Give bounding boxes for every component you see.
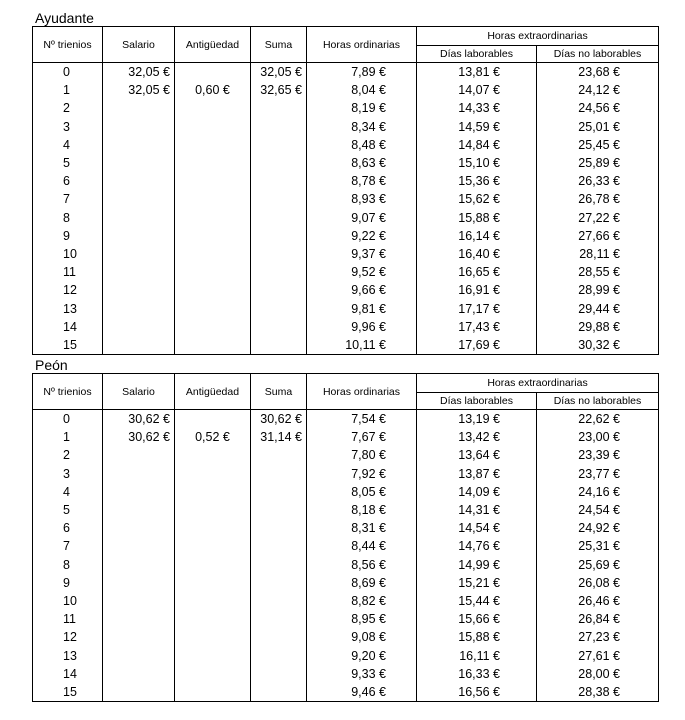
horas-ordinarias-cell: 8,34 € xyxy=(307,118,417,136)
salario-cell xyxy=(103,154,175,172)
salario-cell xyxy=(103,118,175,136)
trienios-cell: 12 xyxy=(33,628,103,646)
horas-ordinarias-cell: 8,82 € xyxy=(307,592,417,610)
dias-laborables-cell: 14,76 € xyxy=(417,537,537,555)
dias-no-laborables-cell: 28,99 € xyxy=(537,281,659,299)
antiguedad-cell xyxy=(175,318,251,336)
trienios-cell: 2 xyxy=(33,446,103,464)
suma-cell: 32,05 € xyxy=(251,63,307,82)
antiguedad-cell xyxy=(175,209,251,227)
table-row xyxy=(33,136,659,154)
dias-laborables-cell: 15,66 € xyxy=(417,610,537,628)
dias-no-laborables-cell: 22,62 € xyxy=(537,410,659,429)
trienios-cell: 3 xyxy=(33,118,103,136)
table-row xyxy=(33,483,659,501)
dias-no-laborables-cell: 25,69 € xyxy=(537,556,659,574)
salario-cell xyxy=(103,299,175,317)
dias-no-laborables-cell: 28,55 € xyxy=(537,263,659,281)
antiguedad-cell xyxy=(175,245,251,263)
horas-ordinarias-cell: 9,66 € xyxy=(307,281,417,299)
trienios-cell: 15 xyxy=(33,683,103,702)
dias-no-laborables-cell: 23,39 € xyxy=(537,446,659,464)
dias-laborables-cell: 15,88 € xyxy=(417,209,537,227)
suma-cell xyxy=(251,628,307,646)
dias-laborables-cell: 17,69 € xyxy=(417,336,537,355)
trienios-cell: 13 xyxy=(33,299,103,317)
antiguedad-cell xyxy=(175,227,251,245)
suma-cell xyxy=(251,299,307,317)
suma-cell xyxy=(251,665,307,683)
dias-laborables-cell: 13,81 € xyxy=(417,63,537,82)
antiguedad-cell xyxy=(175,263,251,281)
header-horas-extraordinarias: Horas extraordinarias xyxy=(417,374,659,393)
suma-cell xyxy=(251,683,307,702)
header-horas-ordinarias: Horas ordinarias xyxy=(307,374,417,410)
header-trienios: Nº trienios xyxy=(33,374,103,410)
horas-ordinarias-cell: 9,33 € xyxy=(307,665,417,683)
salario-cell xyxy=(103,281,175,299)
dias-laborables-cell: 15,21 € xyxy=(417,574,537,592)
horas-ordinarias-cell: 7,92 € xyxy=(307,465,417,483)
antiguedad-cell xyxy=(175,410,251,429)
dias-no-laborables-cell: 26,84 € xyxy=(537,610,659,628)
salario-cell xyxy=(103,318,175,336)
horas-ordinarias-cell: 8,05 € xyxy=(307,483,417,501)
trienios-cell: 5 xyxy=(33,501,103,519)
dias-laborables-cell: 16,56 € xyxy=(417,683,537,702)
dias-no-laborables-cell: 29,88 € xyxy=(537,318,659,336)
dias-laborables-cell: 13,42 € xyxy=(417,428,537,446)
horas-ordinarias-cell: 9,96 € xyxy=(307,318,417,336)
horas-ordinarias-cell: 8,44 € xyxy=(307,537,417,555)
dias-no-laborables-cell: 28,38 € xyxy=(537,683,659,702)
suma-cell xyxy=(251,281,307,299)
header-dias-no-laborables: Días no laborables xyxy=(537,393,659,410)
suma-cell xyxy=(251,556,307,574)
trienios-cell: 7 xyxy=(33,190,103,208)
dias-no-laborables-cell: 24,92 € xyxy=(537,519,659,537)
table-row xyxy=(33,519,659,537)
antiguedad-cell xyxy=(175,574,251,592)
salario-cell xyxy=(103,209,175,227)
suma-cell xyxy=(251,336,307,355)
horas-ordinarias-cell: 8,18 € xyxy=(307,501,417,519)
salario-cell xyxy=(103,263,175,281)
suma-cell xyxy=(251,501,307,519)
dias-no-laborables-cell: 27,61 € xyxy=(537,646,659,664)
table-row xyxy=(33,209,659,227)
header-suma: Suma xyxy=(251,27,307,63)
suma-cell xyxy=(251,263,307,281)
dias-laborables-cell: 15,44 € xyxy=(417,592,537,610)
antiguedad-cell xyxy=(175,665,251,683)
header-antiguedad: Antigüedad xyxy=(175,374,251,410)
table-row xyxy=(33,336,659,355)
table-row xyxy=(33,299,659,317)
suma-cell: 31,14 € xyxy=(251,428,307,446)
suma-cell xyxy=(251,646,307,664)
dias-laborables-cell: 16,11 € xyxy=(417,646,537,664)
dias-laborables-cell: 13,87 € xyxy=(417,465,537,483)
table-row xyxy=(33,281,659,299)
trienios-cell: 4 xyxy=(33,136,103,154)
dias-laborables-cell: 16,14 € xyxy=(417,227,537,245)
horas-ordinarias-cell: 8,48 € xyxy=(307,136,417,154)
dias-no-laborables-cell: 23,77 € xyxy=(537,465,659,483)
table-row xyxy=(33,263,659,281)
header-suma: Suma xyxy=(251,374,307,410)
salario-cell xyxy=(103,628,175,646)
trienios-cell: 14 xyxy=(33,318,103,336)
salario-cell xyxy=(103,592,175,610)
salario-cell: 30,62 € xyxy=(103,410,175,429)
antiguedad-cell xyxy=(175,190,251,208)
dias-laborables-cell: 14,99 € xyxy=(417,556,537,574)
trienios-cell: 11 xyxy=(33,610,103,628)
trienios-cell: 1 xyxy=(33,428,103,446)
table-row xyxy=(33,574,659,592)
trienios-cell: 6 xyxy=(33,519,103,537)
dias-no-laborables-cell: 24,12 € xyxy=(537,81,659,99)
suma-cell xyxy=(251,574,307,592)
trienios-cell: 1 xyxy=(33,81,103,99)
horas-ordinarias-cell: 7,80 € xyxy=(307,446,417,464)
horas-ordinarias-cell: 9,37 € xyxy=(307,245,417,263)
header-horas-ordinarias: Horas ordinarias xyxy=(307,27,417,63)
antiguedad-cell xyxy=(175,118,251,136)
antiguedad-cell xyxy=(175,99,251,117)
header-trienios: Nº trienios xyxy=(33,27,103,63)
suma-cell xyxy=(251,537,307,555)
suma-cell xyxy=(251,446,307,464)
table-row xyxy=(33,646,659,664)
salario-cell xyxy=(103,683,175,702)
dias-laborables-cell: 14,33 € xyxy=(417,99,537,117)
table-row xyxy=(33,628,659,646)
salario-cell xyxy=(103,574,175,592)
table-row xyxy=(33,245,659,263)
horas-ordinarias-cell: 8,78 € xyxy=(307,172,417,190)
table-row xyxy=(33,556,659,574)
dias-no-laborables-cell: 27,22 € xyxy=(537,209,659,227)
table-row xyxy=(33,118,659,136)
salario-cell xyxy=(103,537,175,555)
salario-cell xyxy=(103,446,175,464)
section-title: Ayudante xyxy=(35,10,94,26)
antiguedad-cell xyxy=(175,683,251,702)
suma-cell xyxy=(251,483,307,501)
antiguedad-cell: 0,60 € xyxy=(175,81,251,99)
dias-no-laborables-cell: 25,45 € xyxy=(537,136,659,154)
antiguedad-cell: 0,52 € xyxy=(175,428,251,446)
trienios-cell: 7 xyxy=(33,537,103,555)
horas-ordinarias-cell: 8,95 € xyxy=(307,610,417,628)
horas-ordinarias-cell: 9,20 € xyxy=(307,646,417,664)
salario-cell xyxy=(103,227,175,245)
trienios-cell: 8 xyxy=(33,209,103,227)
trienios-cell: 15 xyxy=(33,336,103,355)
horas-ordinarias-cell: 8,69 € xyxy=(307,574,417,592)
salary-table xyxy=(32,373,659,702)
salario-cell xyxy=(103,190,175,208)
horas-ordinarias-cell: 9,22 € xyxy=(307,227,417,245)
antiguedad-cell xyxy=(175,537,251,555)
suma-cell xyxy=(251,318,307,336)
antiguedad-cell xyxy=(175,610,251,628)
dias-no-laborables-cell: 28,00 € xyxy=(537,665,659,683)
antiguedad-cell xyxy=(175,336,251,355)
header-dias-no-laborables: Días no laborables xyxy=(537,46,659,63)
dias-no-laborables-cell: 26,78 € xyxy=(537,190,659,208)
salario-cell: 32,05 € xyxy=(103,81,175,99)
table-row xyxy=(33,683,659,702)
horas-ordinarias-cell: 7,54 € xyxy=(307,410,417,429)
antiguedad-cell xyxy=(175,592,251,610)
suma-cell xyxy=(251,465,307,483)
salario-cell xyxy=(103,646,175,664)
trienios-cell: 2 xyxy=(33,99,103,117)
header-horas-extraordinarias: Horas extraordinarias xyxy=(417,27,659,46)
dias-no-laborables-cell: 26,33 € xyxy=(537,172,659,190)
suma-cell xyxy=(251,99,307,117)
dias-no-laborables-cell: 27,23 € xyxy=(537,628,659,646)
trienios-cell: 10 xyxy=(33,592,103,610)
horas-ordinarias-cell: 10,11 € xyxy=(307,336,417,355)
antiguedad-cell xyxy=(175,281,251,299)
trienios-cell: 5 xyxy=(33,154,103,172)
antiguedad-cell xyxy=(175,172,251,190)
antiguedad-cell xyxy=(175,299,251,317)
antiguedad-cell xyxy=(175,446,251,464)
dias-laborables-cell: 14,59 € xyxy=(417,118,537,136)
table-row xyxy=(33,318,659,336)
trienios-cell: 11 xyxy=(33,263,103,281)
dias-no-laborables-cell: 26,08 € xyxy=(537,574,659,592)
salario-cell xyxy=(103,519,175,537)
horas-ordinarias-cell: 9,46 € xyxy=(307,683,417,702)
horas-ordinarias-cell: 8,56 € xyxy=(307,556,417,574)
suma-cell xyxy=(251,136,307,154)
table-row xyxy=(33,501,659,519)
trienios-cell: 3 xyxy=(33,465,103,483)
trienios-cell: 9 xyxy=(33,227,103,245)
horas-ordinarias-cell: 8,31 € xyxy=(307,519,417,537)
table-row xyxy=(33,63,659,82)
table-row xyxy=(33,610,659,628)
suma-cell xyxy=(251,154,307,172)
dias-laborables-cell: 15,10 € xyxy=(417,154,537,172)
dias-laborables-cell: 14,07 € xyxy=(417,81,537,99)
dias-laborables-cell: 15,88 € xyxy=(417,628,537,646)
dias-no-laborables-cell: 23,00 € xyxy=(537,428,659,446)
antiguedad-cell xyxy=(175,483,251,501)
dias-laborables-cell: 15,62 € xyxy=(417,190,537,208)
table-row xyxy=(33,172,659,190)
dias-no-laborables-cell: 29,44 € xyxy=(537,299,659,317)
trienios-cell: 14 xyxy=(33,665,103,683)
horas-ordinarias-cell: 8,04 € xyxy=(307,81,417,99)
antiguedad-cell xyxy=(175,646,251,664)
antiguedad-cell xyxy=(175,136,251,154)
trienios-cell: 12 xyxy=(33,281,103,299)
dias-laborables-cell: 14,84 € xyxy=(417,136,537,154)
horas-ordinarias-cell: 8,93 € xyxy=(307,190,417,208)
horas-ordinarias-cell: 8,63 € xyxy=(307,154,417,172)
salario-cell xyxy=(103,99,175,117)
header-dias-laborables: Días laborables xyxy=(417,393,537,410)
dias-no-laborables-cell: 26,46 € xyxy=(537,592,659,610)
table-row xyxy=(33,190,659,208)
trienios-cell: 0 xyxy=(33,63,103,82)
trienios-cell: 6 xyxy=(33,172,103,190)
table-row xyxy=(33,99,659,117)
suma-cell xyxy=(251,227,307,245)
salario-cell xyxy=(103,483,175,501)
antiguedad-cell xyxy=(175,501,251,519)
dias-laborables-cell: 16,91 € xyxy=(417,281,537,299)
dias-laborables-cell: 16,65 € xyxy=(417,263,537,281)
trienios-cell: 8 xyxy=(33,556,103,574)
dias-laborables-cell: 15,36 € xyxy=(417,172,537,190)
salario-cell xyxy=(103,556,175,574)
salario-cell xyxy=(103,665,175,683)
table-row xyxy=(33,537,659,555)
suma-cell xyxy=(251,610,307,628)
suma-cell xyxy=(251,118,307,136)
antiguedad-cell xyxy=(175,154,251,172)
antiguedad-cell xyxy=(175,519,251,537)
antiguedad-cell xyxy=(175,556,251,574)
header-dias-laborables: Días laborables xyxy=(417,46,537,63)
horas-ordinarias-cell: 7,67 € xyxy=(307,428,417,446)
trienios-cell: 0 xyxy=(33,410,103,429)
dias-no-laborables-cell: 23,68 € xyxy=(537,63,659,82)
antiguedad-cell xyxy=(175,628,251,646)
dias-laborables-cell: 17,17 € xyxy=(417,299,537,317)
salario-cell xyxy=(103,501,175,519)
dias-no-laborables-cell: 27,66 € xyxy=(537,227,659,245)
salario-cell xyxy=(103,465,175,483)
dias-no-laborables-cell: 24,16 € xyxy=(537,483,659,501)
dias-laborables-cell: 14,09 € xyxy=(417,483,537,501)
horas-ordinarias-cell: 8,19 € xyxy=(307,99,417,117)
trienios-cell: 9 xyxy=(33,574,103,592)
dias-laborables-cell: 13,64 € xyxy=(417,446,537,464)
suma-cell xyxy=(251,245,307,263)
dias-no-laborables-cell: 30,32 € xyxy=(537,336,659,355)
table-row xyxy=(33,154,659,172)
suma-cell xyxy=(251,592,307,610)
antiguedad-cell xyxy=(175,63,251,82)
salario-cell xyxy=(103,245,175,263)
suma-cell xyxy=(251,519,307,537)
dias-laborables-cell: 14,31 € xyxy=(417,501,537,519)
horas-ordinarias-cell: 9,07 € xyxy=(307,209,417,227)
dias-laborables-cell: 16,33 € xyxy=(417,665,537,683)
table-row xyxy=(33,665,659,683)
suma-cell xyxy=(251,172,307,190)
dias-laborables-cell: 17,43 € xyxy=(417,318,537,336)
table-row xyxy=(33,446,659,464)
trienios-cell: 4 xyxy=(33,483,103,501)
horas-ordinarias-cell: 9,52 € xyxy=(307,263,417,281)
salario-cell xyxy=(103,336,175,355)
trienios-cell: 13 xyxy=(33,646,103,664)
salary-table xyxy=(32,26,659,355)
horas-ordinarias-cell: 7,89 € xyxy=(307,63,417,82)
table-row xyxy=(33,410,659,429)
section-title: Peón xyxy=(35,357,68,373)
suma-cell xyxy=(251,190,307,208)
suma-cell xyxy=(251,209,307,227)
header-salario: Salario xyxy=(103,374,175,410)
dias-no-laborables-cell: 24,54 € xyxy=(537,501,659,519)
table-row xyxy=(33,592,659,610)
header-salario: Salario xyxy=(103,27,175,63)
table-row xyxy=(33,465,659,483)
dias-laborables-cell: 14,54 € xyxy=(417,519,537,537)
suma-cell: 32,65 € xyxy=(251,81,307,99)
dias-laborables-cell: 13,19 € xyxy=(417,410,537,429)
salario-cell xyxy=(103,610,175,628)
horas-ordinarias-cell: 9,81 € xyxy=(307,299,417,317)
trienios-cell: 10 xyxy=(33,245,103,263)
salario-cell xyxy=(103,172,175,190)
dias-no-laborables-cell: 25,89 € xyxy=(537,154,659,172)
dias-no-laborables-cell: 25,01 € xyxy=(537,118,659,136)
table-row xyxy=(33,428,659,446)
salario-cell: 30,62 € xyxy=(103,428,175,446)
horas-ordinarias-cell: 9,08 € xyxy=(307,628,417,646)
salario-cell xyxy=(103,136,175,154)
dias-laborables-cell: 16,40 € xyxy=(417,245,537,263)
header-antiguedad: Antigüedad xyxy=(175,27,251,63)
table-row xyxy=(33,227,659,245)
table-row xyxy=(33,81,659,99)
salario-cell: 32,05 € xyxy=(103,63,175,82)
dias-no-laborables-cell: 25,31 € xyxy=(537,537,659,555)
dias-no-laborables-cell: 28,11 € xyxy=(537,245,659,263)
dias-no-laborables-cell: 24,56 € xyxy=(537,99,659,117)
suma-cell: 30,62 € xyxy=(251,410,307,429)
antiguedad-cell xyxy=(175,465,251,483)
